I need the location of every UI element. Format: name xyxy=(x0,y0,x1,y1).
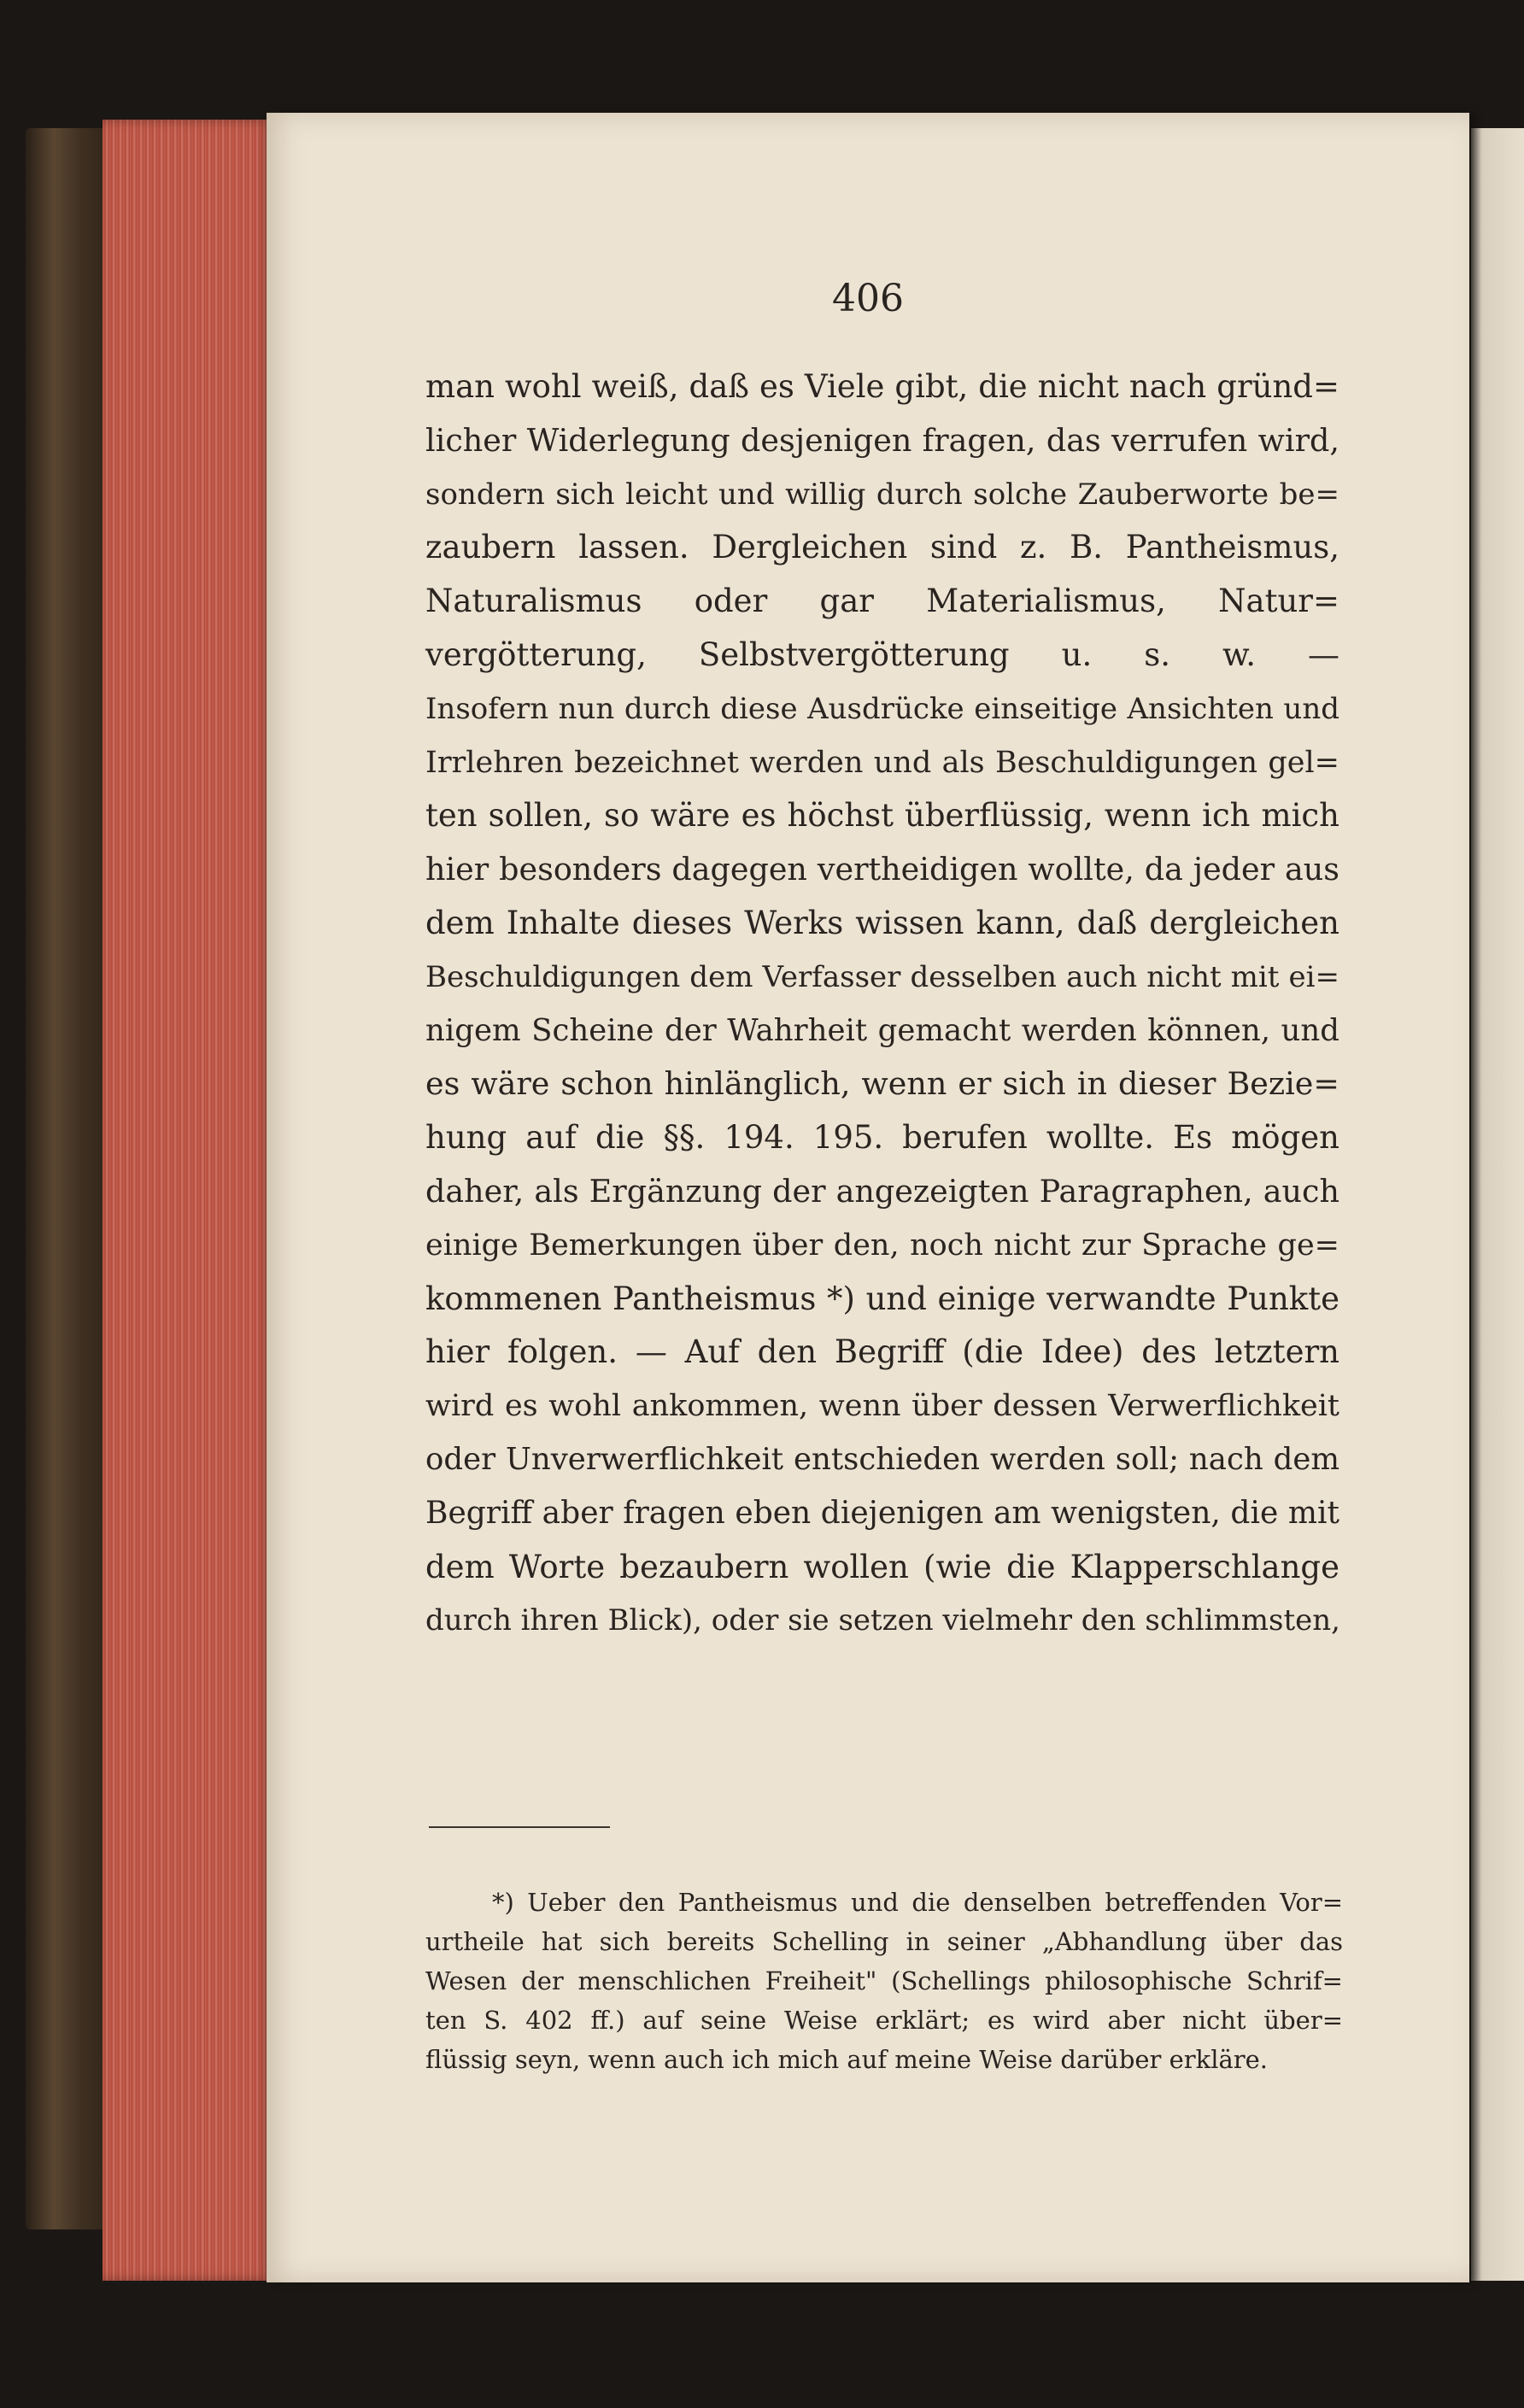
footnote-line: urtheile hat sich bereits Schelling in seiner „Abhandlung über das xyxy=(425,1927,1343,1956)
text-line: es wäre schon hinlänglich, wenn er sich in dieser Bezie= xyxy=(425,1065,1339,1103)
text-line: hung auf die §§. 194. 195. berufen wollte. Es mögen xyxy=(425,1119,1339,1157)
book-page xyxy=(267,113,1469,2282)
text-line: licher Widerlegung desjenigen fragen, das verrufen wird, xyxy=(425,421,1339,459)
footnote-divider xyxy=(429,1826,610,1828)
text-line: wird es wohl ankommen, wenn über dessen Verwerflichkeit xyxy=(425,1389,1339,1424)
text-line: daher, als Ergänzung der angezeigten Paragraphen, auch xyxy=(425,1172,1339,1210)
text-line: Naturalismus oder gar Materialismus, Natur= xyxy=(425,583,1339,620)
text-line: zaubern lassen. Dergleichen sind z. B. Pantheismus, xyxy=(425,529,1339,566)
text-line: man wohl weiß, daß es Viele gibt, die nicht nach gründ= xyxy=(425,368,1339,405)
text-line: oder Unverwerflichkeit entschieden werden soll; nach dem xyxy=(425,1441,1339,1477)
page-edges xyxy=(103,120,273,2281)
text-line: Begriff aber fragen eben diejenigen am wenigsten, die mit xyxy=(425,1495,1339,1531)
text-line: Irrlehren bezeichnet werden und als Beschuldigungen gel= xyxy=(425,745,1339,780)
footnote-line: ten S. 402 ff.) auf seine Weise erklärt; es wird aber nicht über= xyxy=(425,2006,1343,2035)
footnote xyxy=(425,1883,1343,2079)
footnote-line: Wesen der menschlichen Freiheit" (Schellings philosophische Schrif= xyxy=(425,1966,1343,1995)
text-line: ten sollen, so wäre es höchst überflüssig, wenn ich mich xyxy=(425,797,1339,835)
page-number: 406 xyxy=(832,277,904,320)
text-line: Insofern nun durch diese Ausdrücke einseitige Ansichten und xyxy=(425,691,1339,726)
text-line: Beschuldigungen dem Verfasser desselben auch nicht mit ei= xyxy=(425,959,1339,994)
text-line: dem Inhalte dieses Werks wissen kann, daß dergleichen xyxy=(425,904,1339,941)
text-line: sondern sich leicht und willig durch solche Zauberworte be= xyxy=(425,477,1339,512)
text-line: kommenen Pantheismus *) und einige verwandte Punkte xyxy=(425,1280,1339,1317)
text-line: einige Bemerkungen über den, noch nicht zur Sprache ge= xyxy=(425,1227,1339,1263)
text-line: hier folgen. — Auf den Begriff (die Idee) des letztern xyxy=(425,1333,1339,1371)
facing-page-edge xyxy=(1471,128,1524,2281)
text-line: vergötterung, Selbstvergötterung u. s. w. — xyxy=(425,636,1339,673)
body-text xyxy=(425,360,1339,1648)
text-line: nigem Scheine der Wahrheit gemacht werden können, und xyxy=(425,1012,1339,1048)
text-line: durch ihren Blick), oder sie setzen vielmehr den schlimmsten, xyxy=(425,1603,1340,1638)
footnote-line: flüssig seyn, wenn auch ich mich auf meine Weise darüber erkläre. xyxy=(425,2045,1269,2074)
text-line: hier besonders dagegen vertheidigen wollte, da jeder aus xyxy=(425,851,1339,888)
text-line: dem Worte bezaubern wollen (wie die Klapperschlange xyxy=(425,1548,1339,1585)
footnote-line: *) Ueber den Pantheismus und die denselben betreffenden Vor= xyxy=(492,1888,1343,1917)
